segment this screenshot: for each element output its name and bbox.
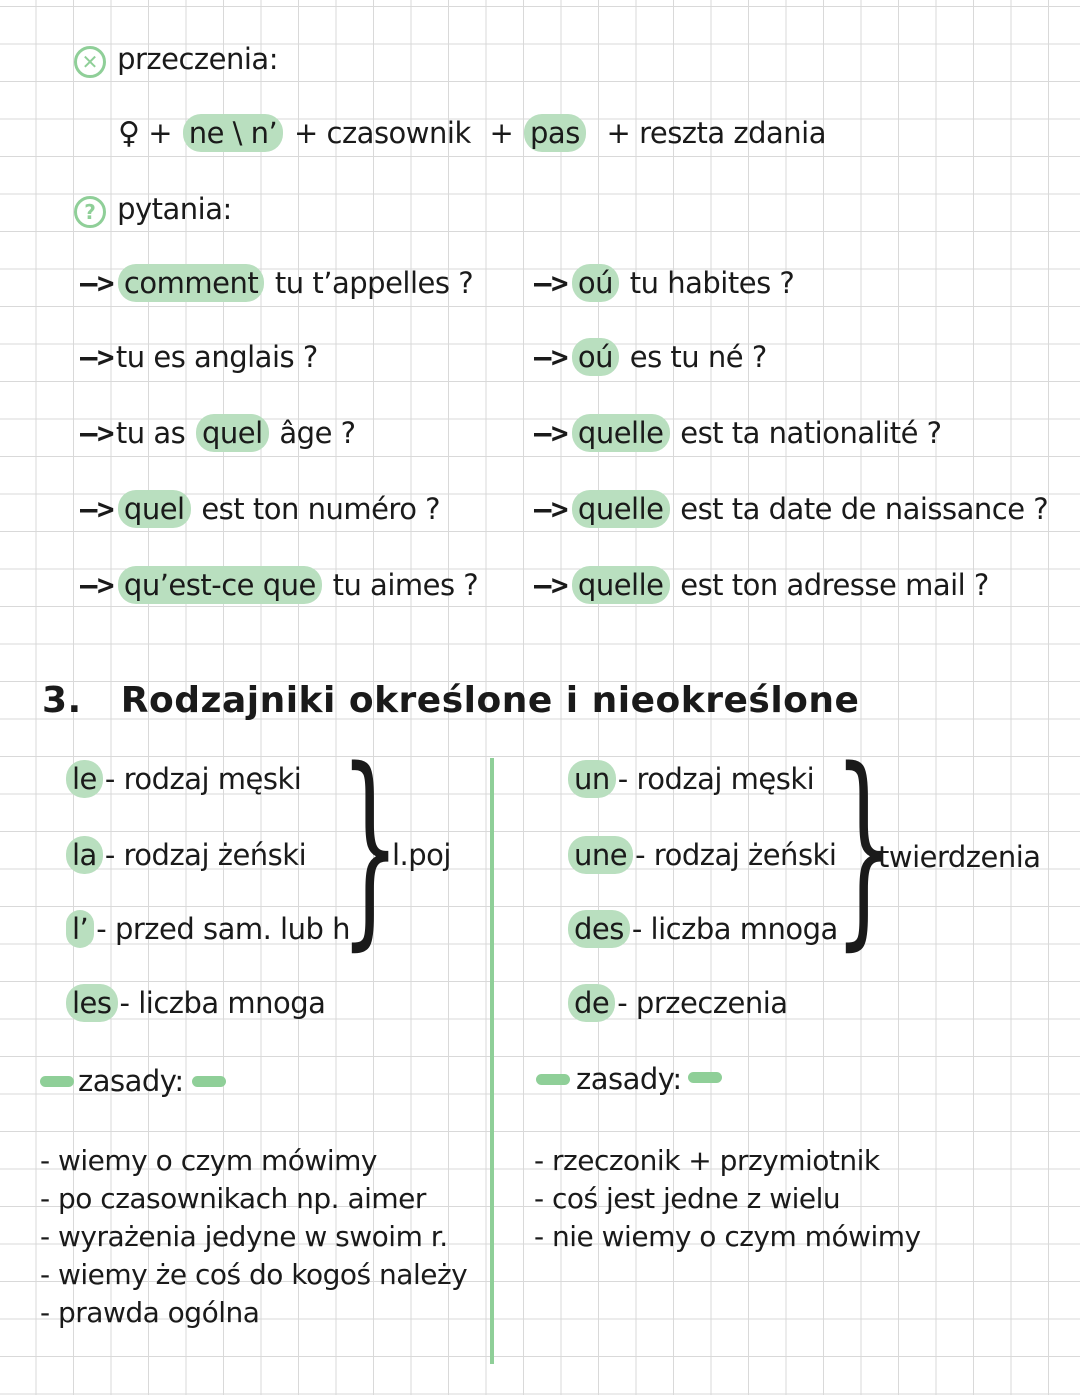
column-divider bbox=[490, 758, 494, 1364]
highlight-dash bbox=[40, 1076, 74, 1087]
article-desc: - rodzaj żeński bbox=[104, 838, 307, 872]
definite-rules-list bbox=[40, 1142, 467, 1332]
article-desc: - przeczenia bbox=[617, 986, 788, 1020]
arrow-icon: —> bbox=[534, 492, 568, 526]
question-rest: est ton adresse mail ? bbox=[680, 568, 989, 602]
article-desc: - liczba mnoga bbox=[631, 912, 838, 946]
article-word: de bbox=[568, 984, 615, 1022]
article-word: les bbox=[66, 984, 118, 1022]
question-rest: est ton numéro ? bbox=[201, 492, 441, 526]
question-word: qu’est-ce que bbox=[118, 566, 322, 604]
article-word: une bbox=[568, 836, 633, 874]
formula-plus: + bbox=[293, 116, 318, 150]
indefinite-article-item bbox=[566, 986, 788, 1020]
section-number: 3. bbox=[42, 680, 82, 721]
question-word: quelle bbox=[572, 566, 670, 604]
indefinite-rules-list bbox=[534, 1142, 921, 1256]
arrow-icon: —> bbox=[80, 266, 114, 300]
question-word: quel bbox=[118, 490, 191, 528]
question-right-4 bbox=[534, 568, 989, 602]
indefinite-article-item bbox=[566, 762, 814, 796]
article-desc: - rodzaj żeński bbox=[635, 838, 837, 872]
question-word: oú bbox=[572, 264, 619, 302]
highlight-dash bbox=[192, 1076, 226, 1087]
negation-heading-row bbox=[74, 42, 278, 78]
arrow-icon: —> bbox=[534, 340, 568, 374]
question-rest: tu es anglais ? bbox=[115, 340, 318, 374]
question-rest: est ta nationalité ? bbox=[680, 416, 942, 450]
rule-item: - po czasownikach np. aimer bbox=[40, 1182, 426, 1215]
negation-heading: przeczenia: bbox=[117, 42, 278, 76]
formula-plus: + bbox=[606, 116, 631, 150]
rule-item: - wiemy że coś do kogoś należy bbox=[40, 1258, 468, 1291]
question-word: oú bbox=[572, 338, 619, 376]
formula-verb: czasownik bbox=[326, 116, 471, 150]
question-right-0 bbox=[534, 266, 794, 300]
formula-rest: reszta zdania bbox=[639, 116, 826, 150]
question-rest: tu aimes ? bbox=[332, 568, 479, 602]
indefinite-brace-label: twierdzenia bbox=[878, 840, 1041, 874]
rule-item: - wiemy o czym mówimy bbox=[40, 1144, 377, 1177]
brace-indefinite: } bbox=[834, 724, 895, 969]
question-left-0 bbox=[80, 266, 473, 300]
rule-item: - rzeczonik + przymiotnik bbox=[534, 1144, 880, 1177]
article-word: un bbox=[568, 760, 616, 798]
rule-item: - prawda ogólna bbox=[40, 1296, 260, 1329]
indefinite-article-item bbox=[566, 838, 836, 872]
article-word: l’ bbox=[66, 910, 94, 948]
section-title: Rodzajniki określone i nieokreślone bbox=[120, 680, 860, 721]
arrow-icon: —> bbox=[534, 568, 568, 602]
question-right-3 bbox=[534, 492, 1048, 526]
formula-plus: + bbox=[148, 116, 173, 150]
article-word: le bbox=[66, 760, 103, 798]
question-rest: est ta date de naissance ? bbox=[680, 492, 1049, 526]
arrow-icon: —> bbox=[80, 492, 114, 526]
arrow-icon: —> bbox=[534, 266, 568, 300]
definite-rules-heading: zasady: bbox=[78, 1064, 184, 1098]
questions-heading-row bbox=[74, 192, 232, 228]
formula-ne: ne \ n’ bbox=[183, 114, 284, 152]
question-left-3 bbox=[80, 492, 440, 526]
question-word: quel bbox=[196, 414, 269, 452]
question-word: quelle bbox=[572, 490, 670, 528]
formula-pas: pas bbox=[524, 114, 586, 152]
arrow-icon: —> bbox=[80, 568, 114, 602]
rule-item: - coś jest jedne z wielu bbox=[534, 1182, 841, 1215]
definite-article-item bbox=[64, 912, 350, 946]
question-rest: es tu né ? bbox=[629, 340, 767, 374]
highlight-dash bbox=[688, 1072, 722, 1083]
question-word: quelle bbox=[572, 414, 670, 452]
person-icon: ♀ bbox=[118, 116, 140, 151]
formula-plus: + bbox=[489, 116, 514, 150]
article-word: des bbox=[568, 910, 630, 948]
rule-item: - wyrażenia jedyne w swoim r. bbox=[40, 1220, 448, 1253]
question-rest: âge ? bbox=[279, 416, 356, 450]
question-left-1 bbox=[80, 340, 318, 374]
question-left-2 bbox=[80, 416, 356, 450]
question-rest: tu t’appelles ? bbox=[274, 266, 474, 300]
section-heading bbox=[42, 680, 859, 721]
question-left-4 bbox=[80, 568, 478, 602]
question-right-1 bbox=[534, 340, 767, 374]
definite-article-item bbox=[64, 838, 306, 872]
question-prefix: tu as bbox=[115, 416, 186, 450]
highlight-dash bbox=[536, 1074, 570, 1085]
question-circle-icon: ? bbox=[74, 196, 106, 228]
arrow-icon: —> bbox=[534, 416, 568, 450]
article-desc: - liczba mnoga bbox=[119, 986, 326, 1020]
arrow-icon: —> bbox=[80, 416, 114, 450]
x-circle-icon: ✕ bbox=[74, 46, 106, 78]
indefinite-rules-heading: zasady: bbox=[576, 1062, 682, 1096]
negation-formula bbox=[118, 116, 826, 151]
questions-heading: pytania: bbox=[117, 192, 232, 226]
definite-brace-label: l.poj bbox=[392, 838, 451, 872]
brace-definite: } bbox=[340, 724, 401, 969]
article-desc: - rodzaj męski bbox=[617, 762, 815, 796]
definite-article-item bbox=[64, 762, 301, 796]
article-desc: - przed sam. lub h bbox=[96, 912, 350, 946]
article-word: la bbox=[66, 836, 103, 874]
rule-item: - nie wiemy o czym mówimy bbox=[534, 1220, 921, 1253]
question-rest: tu habites ? bbox=[629, 266, 795, 300]
question-word: comment bbox=[118, 264, 264, 302]
question-right-2 bbox=[534, 416, 942, 450]
arrow-icon: —> bbox=[80, 340, 114, 374]
definite-article-item bbox=[64, 986, 325, 1020]
indefinite-article-item bbox=[566, 912, 838, 946]
article-desc: - rodzaj męski bbox=[104, 762, 302, 796]
